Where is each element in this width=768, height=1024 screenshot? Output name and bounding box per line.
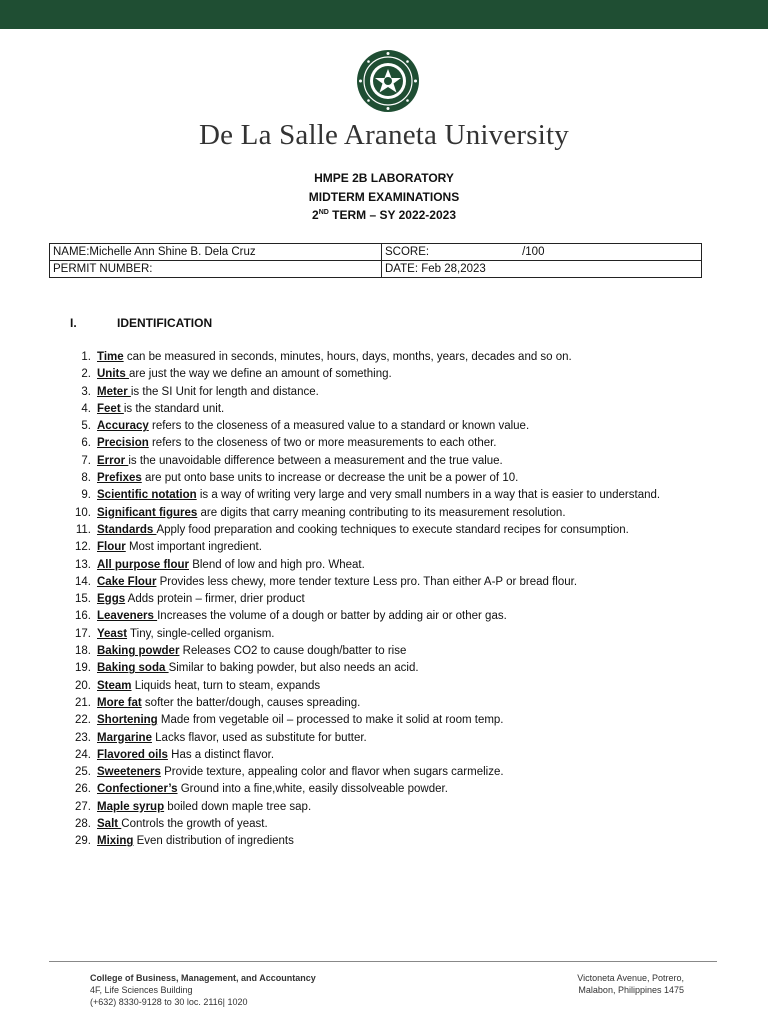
item-text <box>97 781 697 798</box>
item-description: Provides less chewy, more tender texture Less pro. Than either A-P or bread flour. <box>156 575 578 588</box>
permit-cell: PERMIT NUMBER: <box>50 261 382 278</box>
item-description: Blend of low and high pro. Wheat. <box>189 558 365 571</box>
list-item <box>0 712 768 729</box>
item-term: Error <box>97 454 129 467</box>
item-text <box>97 539 697 556</box>
list-item <box>0 695 768 712</box>
item-number: 20. <box>75 679 91 692</box>
item-description: Has a distinct flavor. <box>167 748 275 761</box>
list-item <box>0 505 768 522</box>
score-max: /100 <box>522 246 545 258</box>
item-description: Increases the volume of a dough or batter by adding air or other gas. <box>157 610 507 623</box>
item-text <box>97 453 697 470</box>
item-description: are just the way we define an amount of something. <box>128 368 392 381</box>
item-number: 12. <box>75 541 91 554</box>
list-item <box>0 349 768 366</box>
item-number: 15. <box>75 593 91 606</box>
item-term: Confectioner’s <box>97 783 178 796</box>
list-item <box>0 574 768 591</box>
item-description: Adds protein – firmer, drier product <box>125 593 305 606</box>
section-number: I. <box>70 316 77 330</box>
item-term: Scientific notation <box>97 489 197 502</box>
item-text <box>97 626 697 643</box>
item-number: 3. <box>81 385 91 398</box>
term-line <box>0 208 768 222</box>
item-text <box>97 487 697 504</box>
list-item <box>0 591 768 608</box>
item-description: Similar to baking powder, but also needs an acid. <box>168 662 419 675</box>
item-text <box>97 833 697 850</box>
item-text <box>97 643 697 660</box>
list-item <box>0 678 768 695</box>
item-term: All purpose flour <box>97 558 189 571</box>
item-description: are put onto base units to increase or decrease the unit be a power of 10. <box>141 472 519 485</box>
item-text <box>97 747 697 764</box>
item-number: 21. <box>75 696 91 709</box>
item-description: Ground into a fine,white, easily dissolveable powder. <box>177 783 448 796</box>
item-number: 18. <box>75 645 91 658</box>
item-number: 23. <box>75 731 91 744</box>
item-text <box>97 366 697 383</box>
footer-building: 4F, Life Sciences Building <box>90 985 193 995</box>
item-text <box>97 764 697 781</box>
item-term: Flour <box>97 541 126 554</box>
item-text <box>97 730 697 747</box>
list-item <box>0 781 768 798</box>
item-number: 2. <box>81 368 91 381</box>
item-number: 26. <box>75 783 91 796</box>
item-number: 7. <box>81 454 91 467</box>
university-seal-icon <box>356 49 420 113</box>
item-description: Most important ingredient. <box>125 541 262 554</box>
item-number: 9. <box>81 489 91 502</box>
list-item <box>0 816 768 833</box>
item-term: Eggs <box>97 593 126 606</box>
item-text <box>97 660 697 677</box>
item-term: Feet <box>97 402 124 415</box>
footer-left <box>90 972 316 1008</box>
item-term: Meter <box>97 385 131 398</box>
item-number: 13. <box>75 558 91 571</box>
footer-address-1: Victoneta Avenue, Potrero, <box>577 973 684 983</box>
item-number: 16. <box>75 610 91 623</box>
footer-college: College of Business, Management, and Accountancy <box>90 973 316 983</box>
item-number: 22. <box>75 714 91 727</box>
item-term: Significant figures <box>97 506 198 519</box>
list-item <box>0 643 768 660</box>
list-item <box>0 418 768 435</box>
item-term: More fat <box>97 696 142 709</box>
item-term: Leaveners <box>97 610 158 623</box>
item-text <box>97 418 697 435</box>
footer-phone: (+632) 8330-9128 to 30 loc. 2116| 1020 <box>90 997 248 1007</box>
item-number: 25. <box>75 766 91 779</box>
item-number: 17. <box>75 627 91 640</box>
list-item <box>0 764 768 781</box>
footer-address-2: Malabon, Philippines 1475 <box>578 985 684 995</box>
footer-divider <box>49 961 717 962</box>
item-text <box>97 799 697 816</box>
item-number: 14. <box>75 575 91 588</box>
item-description: Provide texture, appealing color and flavor when sugars carmelize. <box>160 766 504 779</box>
item-description: Liquids heat, turn to steam, expands <box>131 679 321 692</box>
item-term: Baking powder <box>97 645 180 658</box>
list-item <box>0 453 768 470</box>
list-item <box>0 608 768 625</box>
item-description: is a way of writing very large and very small numbers in a way that is easier to understand. <box>196 489 661 502</box>
item-text <box>97 522 697 539</box>
list-item <box>0 799 768 816</box>
item-text <box>97 695 697 712</box>
item-description: can be measured in seconds, minutes, hours, days, months, years, decades and so on. <box>123 351 572 363</box>
item-text <box>97 505 697 522</box>
item-description: Controls the growth of yeast. <box>121 818 268 831</box>
item-text <box>97 401 697 418</box>
item-text <box>97 816 697 833</box>
list-item <box>0 487 768 504</box>
item-term: Cake Flour <box>97 575 157 588</box>
item-term: Accuracy <box>97 420 149 433</box>
list-item <box>0 384 768 401</box>
list-item <box>0 833 768 850</box>
list-item <box>0 470 768 487</box>
list-item <box>0 401 768 418</box>
item-term: Margarine <box>97 731 152 744</box>
item-text <box>97 557 697 574</box>
item-description: are digits that carry meaning contributing to its measurement resolution. <box>197 506 566 519</box>
item-description: Even distribution of ingredients <box>133 835 294 848</box>
item-term: Salt <box>97 818 122 831</box>
item-description: Tiny, single-celled organism. <box>127 627 275 640</box>
item-description: Made from vegetable oil – processed to make it solid at room temp. <box>157 714 504 727</box>
term-number: 2 <box>312 208 319 222</box>
item-term: Precision <box>97 437 149 450</box>
item-description: is the SI Unit for length and distance. <box>130 385 319 398</box>
item-description: Releases CO2 to cause dough/batter to rise <box>179 645 407 658</box>
list-item <box>0 539 768 556</box>
item-description: is the unavoidable difference between a measurement and the true value. <box>128 454 503 467</box>
list-item <box>0 522 768 539</box>
item-term: Yeast <box>97 627 128 640</box>
item-term: Shortening <box>97 714 158 727</box>
item-text <box>97 591 697 608</box>
footer-right <box>577 972 684 996</box>
item-term: Mixing <box>97 835 134 848</box>
identification-list <box>0 349 768 851</box>
item-term: Units <box>97 368 129 381</box>
item-term: Time <box>97 351 124 363</box>
item-description: Lacks flavor, used as substitute for butter. <box>151 731 367 744</box>
item-term: Flavored oils <box>97 748 168 761</box>
item-number: 6. <box>81 437 91 450</box>
item-description: refers to the closeness of two or more measurements to each other. <box>148 437 497 450</box>
item-text <box>97 712 697 729</box>
list-item <box>0 747 768 764</box>
list-item <box>0 435 768 452</box>
item-term: Baking soda <box>97 662 169 675</box>
item-number: 19. <box>75 662 91 675</box>
item-number: 28. <box>75 818 91 831</box>
item-text <box>97 384 697 401</box>
name-cell: NAME:Michelle Ann Shine B. Dela Cruz <box>50 244 382 261</box>
item-text <box>97 470 697 487</box>
item-text <box>97 435 697 452</box>
item-number: 8. <box>81 472 91 485</box>
item-number: 5. <box>81 420 91 433</box>
list-item <box>0 660 768 677</box>
top-color-bar <box>0 0 768 29</box>
item-number: 11. <box>75 523 91 536</box>
item-description: is the standard unit. <box>123 402 225 415</box>
item-number: 1. <box>81 351 91 363</box>
university-name: De La Salle Araneta University <box>199 119 569 151</box>
date-cell: DATE: Feb 28,2023 <box>382 261 702 278</box>
list-item <box>0 366 768 383</box>
item-text <box>97 574 697 591</box>
term-text: TERM – SY 2022-2023 <box>328 208 456 222</box>
item-description: boiled down maple tree sap. <box>164 800 312 813</box>
list-item <box>0 730 768 747</box>
item-number: 4. <box>81 402 91 415</box>
item-term: Steam <box>97 679 132 692</box>
item-description: softer the batter/dough, causes spreading. <box>141 696 361 709</box>
item-number: 29. <box>75 835 91 848</box>
score-label: SCORE: <box>385 246 430 258</box>
item-number: 24. <box>75 748 91 761</box>
item-term: Maple syrup <box>97 800 165 813</box>
item-text <box>97 678 697 695</box>
score-cell <box>382 244 702 261</box>
item-description: Apply food preparation and cooking techniques to execute standard recipes for consumption. <box>156 523 629 536</box>
list-item <box>0 557 768 574</box>
student-info-table <box>49 243 702 278</box>
lab-title: HMPE 2B LABORATORY <box>314 171 454 185</box>
section-title: IDENTIFICATION <box>117 316 213 330</box>
item-number: 10. <box>75 506 91 519</box>
item-term: Sweeteners <box>97 766 161 779</box>
item-term: Prefixes <box>97 472 142 485</box>
item-description: refers to the closeness of a measured value to a standard or known value. <box>148 420 530 433</box>
item-text <box>97 349 697 366</box>
item-term: Standards <box>97 523 157 536</box>
exam-title: MIDTERM EXAMINATIONS <box>308 190 460 204</box>
item-text <box>97 608 697 625</box>
term-ordinal: ND <box>318 209 329 216</box>
list-item <box>0 626 768 643</box>
item-number: 27. <box>75 800 91 813</box>
